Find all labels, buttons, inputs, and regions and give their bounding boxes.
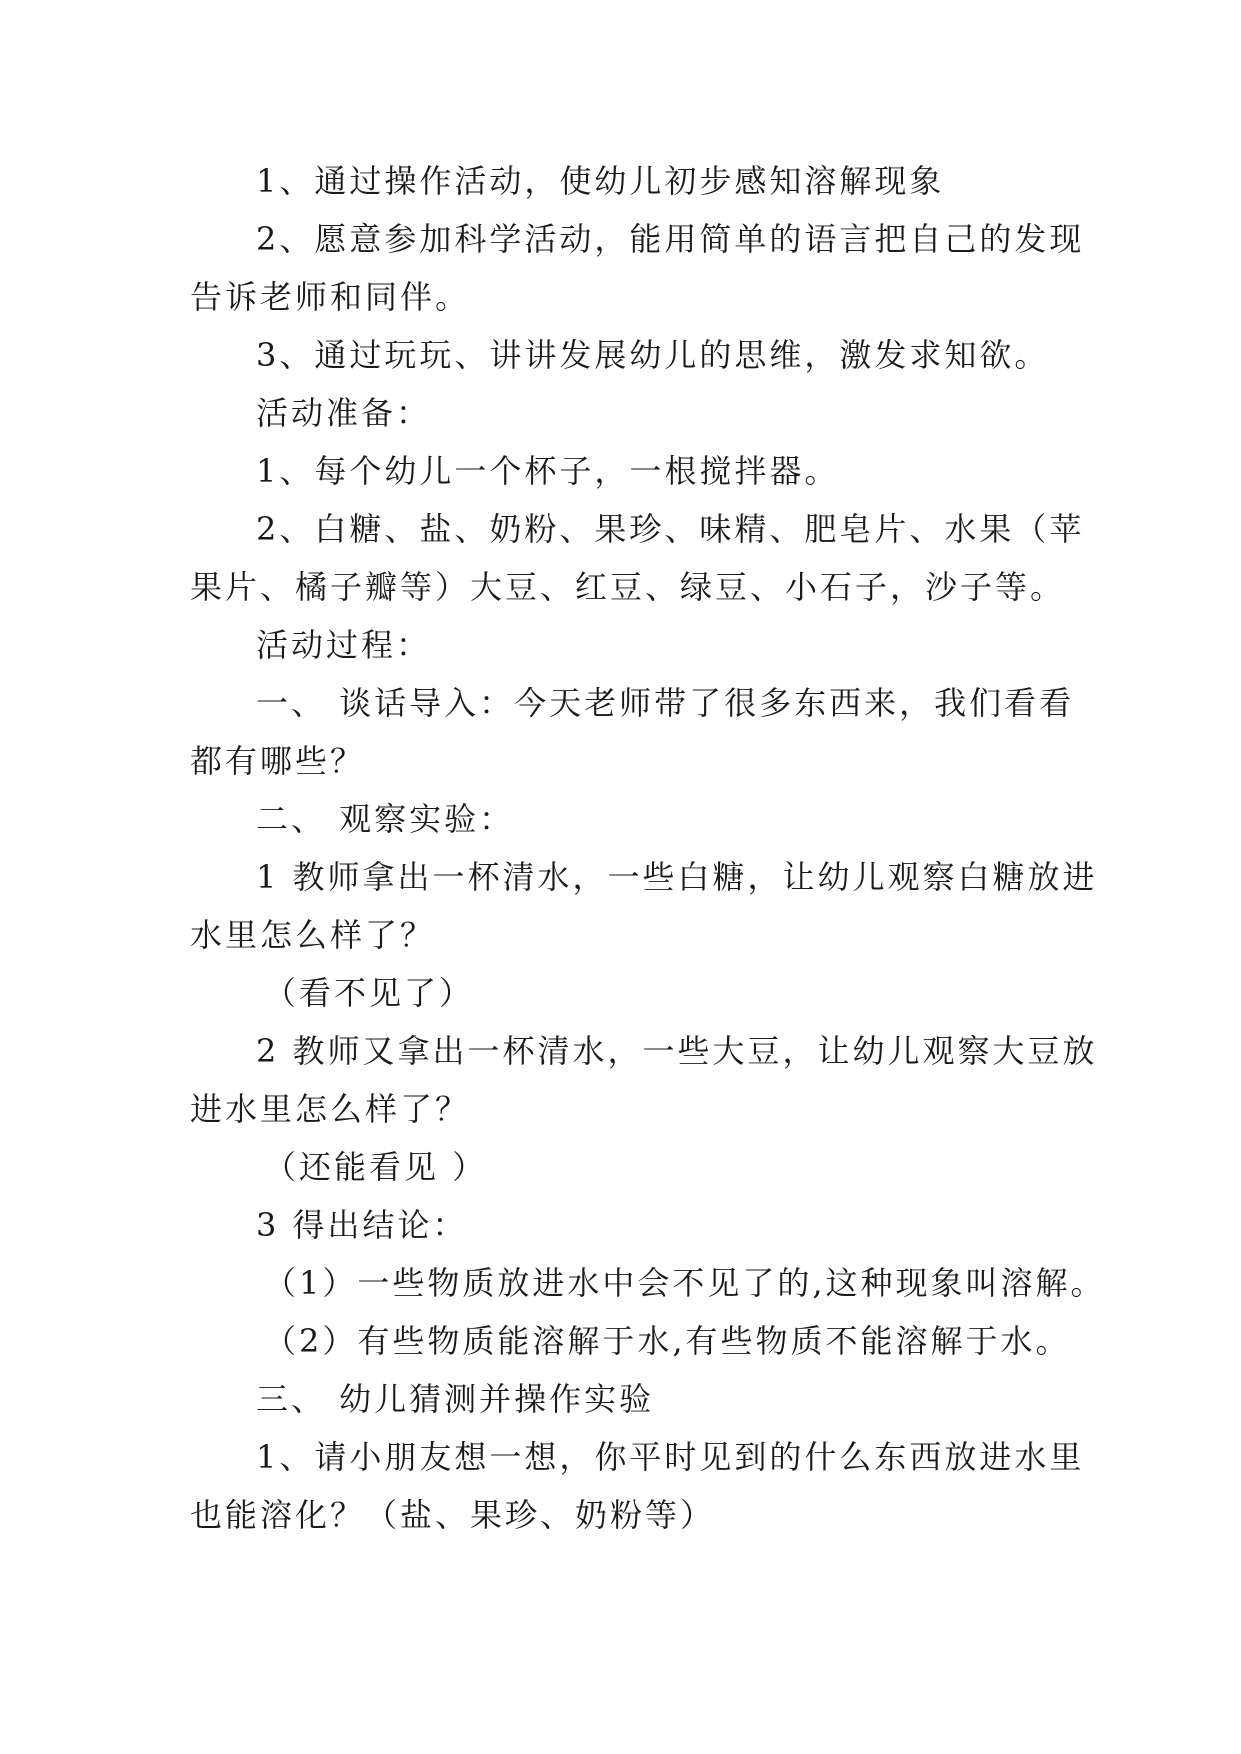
text-line: 1、请小朋友想一想，你平时见到的什么东西放进水里 — [256, 1438, 1085, 1476]
text-line: 都有哪些？ — [190, 742, 366, 780]
text-line: 一、 谈话导入：今天老师带了很多东西来，我们看看 — [256, 684, 1075, 722]
section-heading: 活动准备： — [256, 394, 432, 432]
text-line: 果片、橘子瓣等）大豆、红豆、绿豆、小石子，沙子等。 — [190, 568, 1066, 606]
section-heading: 三、 幼儿猜测并操作实验 — [256, 1380, 655, 1418]
text-line: 2、白糖、盐、奶粉、果珍、味精、肥皂片、水果（苹 — [256, 510, 1085, 548]
text-line: 水里怎么样了？ — [190, 916, 436, 954]
text-line: 1、通过操作活动，使幼儿初步感知溶解现象 — [256, 162, 945, 200]
text-line: （看不见了） — [264, 974, 475, 1012]
text-line: 告诉老师和同伴。 — [190, 278, 471, 316]
text-line: 2 教师又拿出一杯清水，一些大豆，让幼儿观察大豆放 — [256, 1032, 1098, 1070]
text-line: 3 得出结论： — [256, 1206, 468, 1244]
text-line: （1）一些物质放进水中会不见了的,这种现象叫溶解。 — [264, 1264, 1106, 1302]
text-line: 3、通过玩玩、讲讲发展幼儿的思维，激发求知欲。 — [256, 336, 1050, 374]
text-line: （2）有些物质能溶解于水,有些物质不能溶解于水。 — [264, 1322, 1071, 1360]
text-line: （还能看见 ） — [264, 1148, 488, 1186]
document-body — [190, 152, 1106, 1544]
section-heading: 二、 观察实验： — [256, 800, 515, 838]
text-line: 2、愿意参加科学活动，能用简单的语言把自己的发现 — [256, 220, 1085, 258]
text-line: 也能溶化？（盐、果珍、奶粉等） — [190, 1496, 716, 1534]
text-line: 进水里怎么样了？ — [190, 1090, 471, 1128]
text-line: 1 教师拿出一杯清水，一些白糖，让幼儿观察白糖放进 — [256, 858, 1098, 896]
text-line: 1、每个幼儿一个杯子，一根搅拌器。 — [256, 452, 840, 490]
section-heading: 活动过程： — [256, 626, 432, 664]
